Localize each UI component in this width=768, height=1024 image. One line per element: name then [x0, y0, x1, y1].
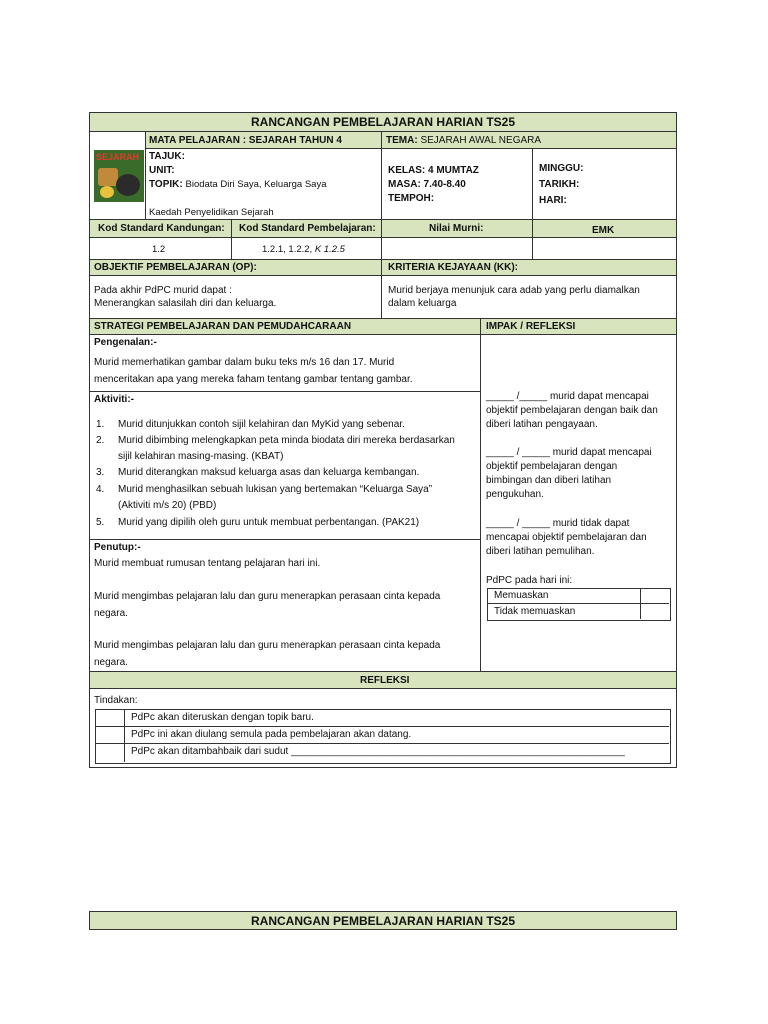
- tajuk-label: TAJUK:: [149, 151, 185, 162]
- nilai-murni-label: Nilai Murni:: [429, 223, 484, 234]
- cover-illustration: [100, 186, 114, 198]
- book-cover-image: [94, 150, 144, 202]
- table-rule: [89, 259, 677, 260]
- table-rule: [89, 334, 677, 335]
- impak-text: _____ / _____ murid tidak dapat: [486, 518, 630, 529]
- table-rule: [532, 148, 533, 259]
- table-rule: [145, 148, 677, 149]
- memuaskan-checkbox[interactable]: [641, 589, 668, 603]
- page-header-title: RANCANGAN PEMBELAJARAN HARIAN TS25: [89, 112, 677, 132]
- kriteria-text: Murid berjaya menunjuk cara adab yang perlu diamalkan: [388, 285, 640, 296]
- aktiviti-label: Aktiviti:-: [94, 394, 134, 405]
- tidak-memuaskan-checkbox[interactable]: [641, 604, 668, 618]
- topik-label: TOPIK:: [149, 179, 183, 190]
- pdpc-label: PdPC pada hari ini:: [486, 575, 573, 586]
- table-rule: [89, 539, 480, 540]
- objektif-label: OBJEKTIF PEMBELAJARAN (OP):: [94, 262, 257, 273]
- aktiviti-item: Murid ditunjukkan contoh sijil kelahiran dan MyKid yang sebenar.: [118, 419, 405, 430]
- tema-label: TEMA:: [386, 135, 418, 146]
- strategi-label: STRATEGI PEMBELAJARAN DAN PEMUDAHCARAAN: [94, 321, 352, 332]
- tindakan-option: PdPc akan diteruskan dengan topik baru.: [131, 712, 314, 723]
- tindakan-checkbox[interactable]: [96, 744, 124, 761]
- tindakan-label: Tindakan:: [94, 695, 138, 706]
- aktiviti-item: (Aktiviti m/s 20) (PBD): [118, 500, 217, 511]
- impak-label: IMPAK / REFLEKSI: [486, 321, 576, 332]
- aktiviti-item: Murid menghasilkan sebuah lukisan yang bertemakan “Keluarga Saya”: [118, 484, 433, 495]
- impak-text: objektif pembelajaran dengan: [486, 461, 618, 472]
- aktiviti-item-number: 4.: [96, 484, 105, 495]
- table-rule: [124, 709, 125, 762]
- kod-pembelajaran-codes: 1.2.1, 1.2.2,: [262, 244, 315, 255]
- table-rule: [89, 275, 677, 276]
- table-rule: [89, 671, 677, 672]
- cover-illustration: [98, 168, 118, 186]
- table-rule: [89, 391, 480, 392]
- table-rule: [231, 219, 232, 259]
- pengenalan-label: Pengenalan:-: [94, 337, 157, 348]
- next-page-header-title: RANCANGAN PEMBELAJARAN HARIAN TS25: [89, 911, 677, 930]
- impak-text: diberi latihan pengayaan.: [486, 419, 598, 430]
- kod-pembelajaran-italic: K 1.2.5: [314, 244, 345, 255]
- impak-text: diberi latihan pemulihan.: [486, 546, 595, 557]
- kod-kandungan-value: 1.2: [152, 244, 166, 255]
- aktiviti-item-number: 1.: [96, 419, 105, 430]
- table-rule: [480, 318, 481, 671]
- table-rule: [89, 688, 677, 689]
- masa-label: MASA: 7.40-8.40: [388, 179, 466, 190]
- unit-label: UNIT:: [149, 165, 175, 176]
- kelas-label: KELAS: 4 MUMTAZ: [388, 165, 479, 176]
- tindakan-checkbox[interactable]: [96, 710, 124, 726]
- emk-label: EMK: [592, 225, 615, 236]
- penutup-text: Murid mengimbas pelajaran lalu dan guru menerapkan perasaan cinta kepada: [94, 591, 441, 602]
- hari-label: HARI:: [539, 195, 567, 206]
- kriteria-label: KRITERIA KEJAYAAN (KK):: [388, 262, 519, 273]
- aktiviti-item-number: 2.: [96, 435, 105, 446]
- pdpc-option-tidak-memuaskan: Tidak memuaskan: [494, 606, 576, 617]
- tindakan-checkbox[interactable]: [96, 727, 124, 743]
- tindakan-option: PdPc akan ditambahbaik dari sudut ____________________________________________________________: [131, 746, 625, 757]
- table-rule: [145, 131, 146, 219]
- aktiviti-item: sijil kelahiran masing-masing. (KBAT): [118, 451, 284, 462]
- book-cover-title: SEJARAH: [96, 152, 140, 162]
- refleksi-label: REFLEKSI: [360, 675, 410, 686]
- objektif-text: Menerangkan salasilah diri dan keluarga.: [94, 298, 277, 309]
- tarikh-label: TARIKH:: [539, 179, 580, 190]
- minggu-label: MINGGU:: [539, 163, 584, 174]
- table-rule: [89, 318, 677, 319]
- impak-text: _____ / _____ murid dapat mencapai: [486, 447, 652, 458]
- aktiviti-item-number: 3.: [96, 467, 105, 478]
- aktiviti-item: Murid yang dipilih oleh guru untuk membuat perbentangan. (PAK21): [118, 517, 420, 528]
- kaedah-text: Kaedah Penyelidikan Sejarah: [149, 207, 274, 218]
- table-rule: [381, 131, 382, 318]
- kriteria-text: dalam keluarga: [388, 298, 457, 309]
- tema-field: [386, 134, 541, 147]
- kod-pembelajaran-value: [262, 243, 345, 256]
- penutup-text: Murid membuat rumusan tentang pelajaran hari ini.: [94, 558, 321, 569]
- pengenalan-text: menceritakan apa yang mereka faham tentang gambar tentang gambar.: [94, 374, 413, 385]
- table-rule: [95, 726, 669, 727]
- tema-value: SEJARAH AWAL NEGARA: [420, 135, 542, 146]
- pdpc-option-memuaskan: Memuaskan: [494, 590, 549, 601]
- topik-value: Biodata Diri Saya, Keluarga Saya: [185, 179, 327, 190]
- kod-standard-kandungan-label: Kod Standard Kandungan:: [98, 223, 225, 234]
- impak-text: _____ /_____ murid dapat mencapai: [486, 391, 649, 402]
- aktiviti-item-number: 5.: [96, 517, 105, 528]
- impak-text: bimbingan dan diberi latihan: [486, 475, 612, 486]
- impak-text: pengukuhan.: [486, 489, 544, 500]
- kod-standard-pembelajaran-label: Kod Standard Pembelajaran:: [239, 223, 376, 234]
- penutup-text: negara.: [94, 657, 128, 668]
- cover-illustration: [116, 174, 140, 196]
- tindakan-option: PdPc ini akan diulang semula pada pembelajaran akan datang.: [131, 729, 412, 740]
- table-rule: [95, 743, 669, 744]
- penutup-text: negara.: [94, 608, 128, 619]
- impak-text: mencapai objektif pembelajaran dan: [486, 532, 647, 543]
- tempoh-label: TEMPOH:: [388, 193, 435, 204]
- aktiviti-item: Murid dibimbing melengkapkan peta minda biodata diri mereka berdasarkan: [118, 435, 455, 446]
- impak-text: objektif pembelajaran dengan baik dan: [486, 405, 658, 416]
- aktiviti-item: Murid diterangkan maksud keluarga asas dan keluarga kembangan.: [118, 467, 420, 478]
- table-rule: [89, 237, 677, 238]
- penutup-text: Murid mengimbas pelajaran lalu dan guru menerapkan perasaan cinta kepada: [94, 640, 441, 651]
- pengenalan-text: Murid memerhatikan gambar dalam buku teks m/s 16 dan 17. Murid: [94, 357, 395, 368]
- objektif-text: Pada akhir PdPC murid dapat :: [94, 285, 232, 296]
- penutup-label: Penutup:-: [94, 542, 141, 553]
- table-rule: [89, 219, 677, 220]
- topik-field: [149, 178, 327, 191]
- mata-pelajaran-label: MATA PELAJARAN : SEJARAH TAHUN 4: [149, 135, 342, 146]
